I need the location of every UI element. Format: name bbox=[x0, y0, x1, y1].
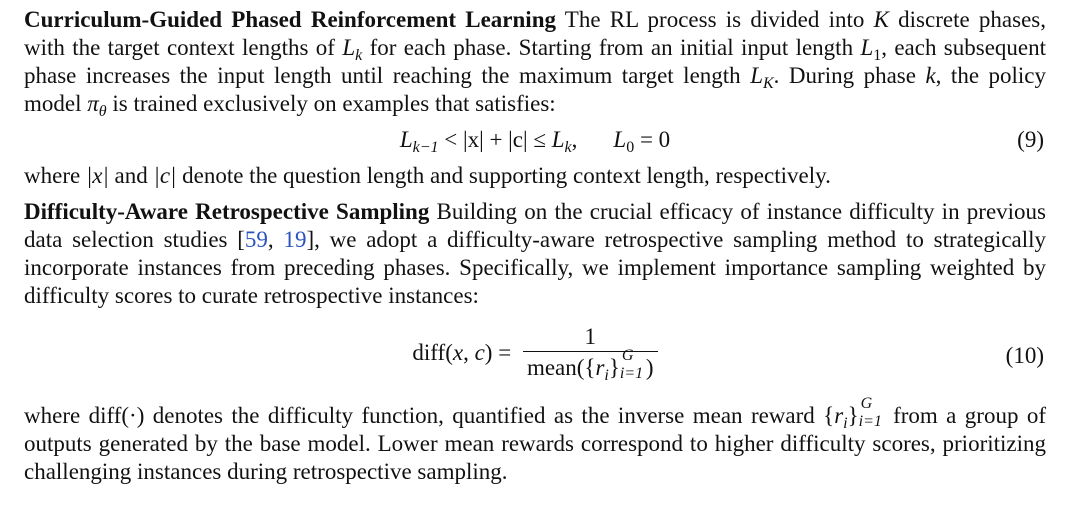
after9-x: |x| bbox=[85, 163, 109, 188]
after10-2: group of outputs generated by the base model. Lower mean rewards correspond to higher difficulty bbox=[24, 403, 1047, 456]
retro-text-1: Building on the crucial efficacy of instance difficulty in bbox=[429, 199, 960, 224]
after-eq10-paragraph bbox=[24, 394, 1047, 486]
eq10-x: x bbox=[452, 340, 464, 365]
retro-text-2b: ], we adopt a difficulty-aware retrospective sampling method to bbox=[306, 227, 924, 252]
eq10-paren-close: ) bbox=[645, 355, 654, 380]
after9-d: denote the question length and supporting context length, respectively. bbox=[176, 163, 831, 188]
after10-r: r bbox=[834, 403, 844, 428]
after9-b: and bbox=[108, 163, 154, 188]
retro-text-4: sampling weighted by difficulty scores to curate retrospective instances: bbox=[24, 255, 1047, 308]
eq10-mean: mean({ bbox=[526, 355, 596, 380]
curriculum-text-1: The RL process is divided into bbox=[555, 7, 874, 32]
citation-19-link[interactable]: 19 bbox=[283, 227, 307, 252]
after-eq9-paragraph bbox=[24, 162, 1046, 190]
after10-1a: where diff(·) denotes the difficulty function, quantified as the inverse mean reward { bbox=[24, 403, 835, 428]
after10-close: } bbox=[847, 403, 859, 428]
eq10-denominator bbox=[523, 346, 658, 384]
eq9-L0: L bbox=[613, 127, 627, 152]
eq9-L-rhs: L bbox=[551, 127, 565, 152]
eq9-L-lhs: L bbox=[399, 127, 413, 152]
var-Lk-sub: k bbox=[355, 47, 363, 64]
after9-a: where bbox=[24, 163, 86, 188]
eq9-eq0: = 0 bbox=[634, 127, 671, 152]
retrospective-paragraph bbox=[24, 198, 1046, 310]
eq10-brace-close: } bbox=[608, 355, 620, 380]
equation-9-number: (9) bbox=[1017, 127, 1044, 152]
equation-10-body bbox=[24, 324, 1046, 382]
curriculum-text-3b: . bbox=[773, 63, 780, 88]
eq10-lhs bbox=[412, 339, 511, 367]
eq10-i1: i=1 bbox=[619, 364, 644, 382]
after9-c: |c| bbox=[153, 163, 177, 188]
var-LK-sub: K bbox=[762, 75, 774, 92]
eq10-comma: , bbox=[463, 340, 475, 365]
eq10-r-sub: i bbox=[604, 367, 609, 384]
var-theta: θ bbox=[98, 103, 107, 120]
retro-text-2a: previous data selection studies [ bbox=[24, 199, 1047, 252]
after10-3: scores, prioritizing challenging instances during retrospective sampling. bbox=[24, 431, 1046, 484]
var-k: k bbox=[925, 63, 936, 88]
equation-10-number: (10) bbox=[1005, 343, 1044, 368]
curriculum-text-1b: discrete bbox=[888, 7, 970, 32]
curriculum-text-2b: for each phase. Starting from an initial input length bbox=[362, 35, 854, 60]
equation-9 bbox=[24, 118, 1046, 162]
eq10-numerator: 1 bbox=[584, 324, 596, 349]
eq10-diff: diff( bbox=[412, 340, 453, 365]
var-K: K bbox=[873, 7, 889, 32]
var-pi: π bbox=[87, 91, 99, 116]
curriculum-text-4b: , the policy model bbox=[24, 63, 1047, 116]
eq9-middle: < |x| + |c| ≤ bbox=[438, 127, 552, 152]
after10-r-sub: i bbox=[843, 415, 848, 432]
var-LK: L bbox=[750, 63, 763, 88]
curriculum-text-3a: , each subsequent phase increases the input length until reaching the maximum target length bbox=[24, 35, 1047, 88]
retro-text-3: strategically incorporate instances from preceding phases. Specifically, we implement importance bbox=[24, 227, 1047, 280]
curriculum-text-4c: is trained exclusively on examples that satisfies: bbox=[106, 91, 556, 116]
paper-page bbox=[24, 6, 1046, 486]
eq9-L-lhs-sub: k−1 bbox=[412, 139, 439, 156]
eq9-L-rhs-sub: k bbox=[564, 139, 572, 156]
equation-10 bbox=[24, 310, 1046, 402]
curriculum-text-4a: During phase bbox=[788, 63, 926, 88]
retrospective-heading: Difficulty-Aware Retrospective Sampling bbox=[24, 199, 430, 224]
after10-i1: i=1 bbox=[858, 412, 882, 430]
curriculum-text-2a: phases, with the target context lengths of bbox=[24, 7, 1046, 60]
eq10-G: G bbox=[621, 346, 634, 364]
after10-1b: from a bbox=[884, 403, 957, 428]
eq9-comma: , bbox=[571, 127, 578, 152]
var-Lk: L bbox=[342, 35, 356, 60]
curriculum-heading: Curriculum-Guided Phased Reinforcement Learning bbox=[24, 7, 556, 32]
eq9-L0-sub: 0 bbox=[626, 139, 635, 156]
citation-59-link[interactable]: 59 bbox=[244, 227, 268, 252]
var-L1: L bbox=[860, 35, 874, 60]
eq10-r: r bbox=[595, 355, 605, 380]
eq10-equals: ) = bbox=[484, 340, 512, 365]
var-L1-sub: 1 bbox=[873, 47, 882, 64]
eq10-fraction bbox=[523, 324, 658, 382]
after10-G: G bbox=[860, 394, 873, 412]
curriculum-paragraph bbox=[24, 6, 1046, 118]
eq10-c: c bbox=[474, 340, 485, 365]
equation-9-body bbox=[24, 126, 1046, 154]
retro-sep: , bbox=[267, 227, 284, 252]
